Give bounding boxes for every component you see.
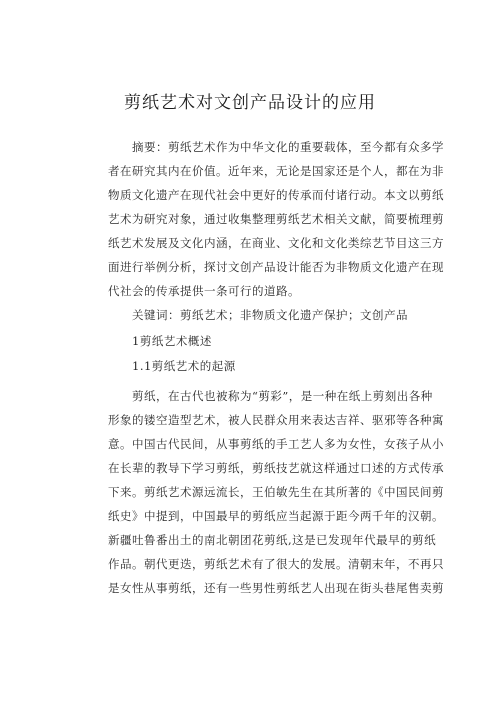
abstract-line: 代社会的传承提供一条可行的道路。 (108, 284, 300, 298)
paragraph-line: 下来。剪纸艺术源远流长，王伯敏先生在其所著的《中国民间剪 (108, 485, 444, 499)
section-heading-text: 1剪纸艺术概述 (132, 334, 212, 348)
subsection-heading-text: 1.1剪纸艺术的起源 (132, 359, 236, 373)
abstract-line: 物质文化遗产在现代社会中更好的传承而付诸行动。本文以剪纸 (108, 188, 444, 202)
body-paragraph (108, 384, 444, 600)
paragraph-line: 形象的镂空造型艺术，被人民群众用来表达吉祥、驱邪等各种寓 (108, 413, 444, 427)
paragraph-line: 意。中国古代民间，从事剪纸的手工艺人多为女性，女孩子从小 (108, 437, 444, 451)
abstract-line: 纸艺术发展及文化内涵，在商业、文化和文化类综艺节目这三方 (108, 236, 444, 250)
paragraph-line: 剪纸，在古代也被称为“剪彩”，是一种在纸上剪刻出各种 (132, 389, 433, 403)
section-heading (108, 329, 392, 353)
abstract-line: 面进行举例分析，探讨文创产品设计能否为非物质文化遗产在现 (108, 260, 444, 274)
abstract-line: 摘要：剪纸艺术作为中华文化的重要载体，至今都有众多学 (132, 140, 444, 154)
abstract (108, 135, 444, 303)
paragraph-line: 纸史》中提到，中国最早的剪纸应当起源于距今两千年的汉朝。 (108, 509, 444, 523)
keywords-line: 关键词：剪纸艺术；非物质文化遗产保护；文创产品 (132, 308, 408, 322)
abstract-line: 艺术为研究对象，通过收集整理剪纸艺术相关文献，简要梳理剪 (108, 212, 444, 226)
paragraph-line: 是女性从事剪纸，还有一些男性剪纸艺人出现在街头巷尾售卖剪 (108, 581, 444, 595)
subsection-heading (108, 354, 392, 378)
paragraph-line: 在长辈的教导下学习剪纸，剪纸技艺就这样通过口述的方式传承 (108, 461, 444, 475)
document-title: 剪纸艺术对文创产品设计的应用 (124, 93, 376, 113)
paragraph-line: 新疆吐鲁番出土的南北朝团花剪纸,这是已发现年代最早的剪纸 (108, 533, 437, 547)
abstract-line: 者在研究其内在价值。近年来，无论是国家还是个人，都在为非 (108, 164, 444, 178)
keywords (108, 303, 408, 327)
paragraph-line: 作品。朝代更迭，剪纸艺术有了很大的发展。清朝末年，不再只 (108, 557, 444, 571)
